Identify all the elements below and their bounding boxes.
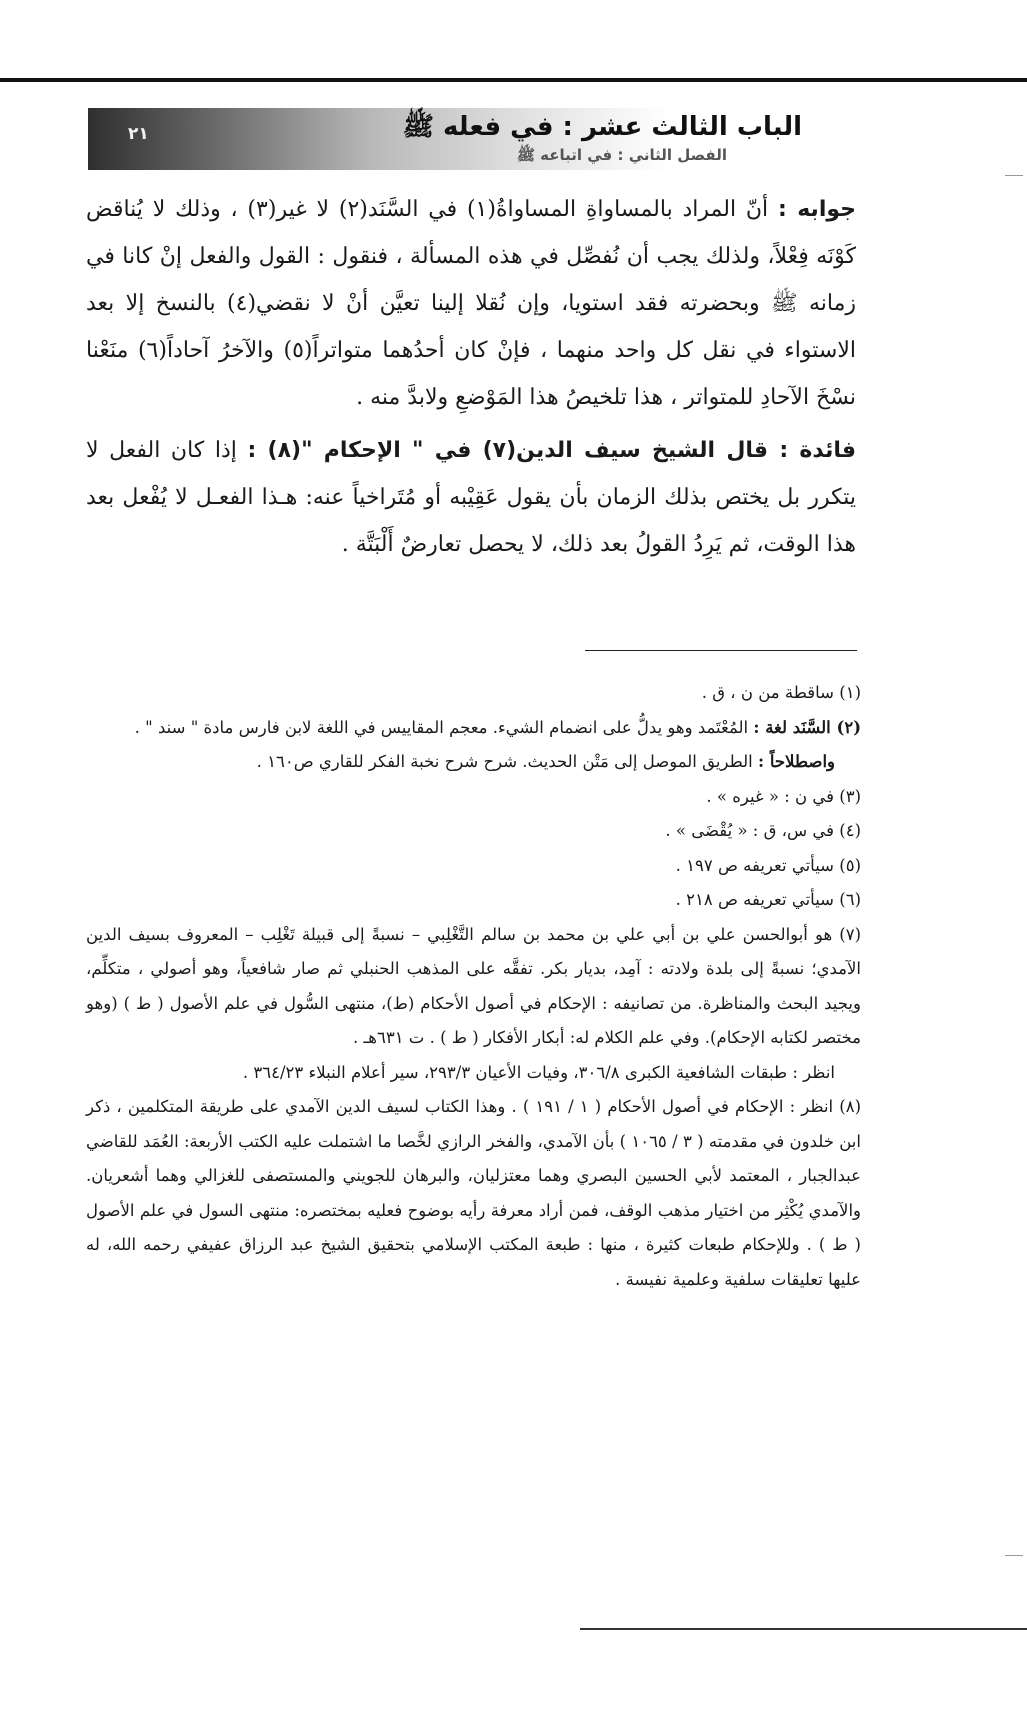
answer-lead: جوابه : — [777, 197, 857, 222]
section-subtitle: الفصل الثاني : في اتباعه ﷺ — [516, 146, 727, 164]
footnote-5: (٥) سيأتي تعريفه ص ١٩٧ . — [675, 855, 861, 875]
answer-body: أنّ المراد بالمساواةِ المساواةُ(١) في السَّنَد(٢) لا غير(٣) ، وذلك لا يُناقض كَوْنَه فِعْلاً، ولذلك يجب أن نُفصِّل في هذه المسألة ، فنقول : القول والفعل إنْ كانا في زمانه ﷺ وبحضرته فقد استويا، وإن نُقلا إلينا تعيَّن أنْ لا نقضي(٤) بالنسخ إلا بعد الاستواء في نقل كل واحد منهما ، فإنْ كان أحدُهما متواتراً(٥) والآخرُ آحاداً(٦) منَعْنا نسْخَ الآحادِ للمتواتر ، هذا تلخيصُ هذا المَوْضعِ ولابدَّ منه . — [86, 197, 856, 410]
scan-edge-mark — [1005, 1555, 1023, 1556]
footnote-6: (٦) سيأتي تعريفه ص ٢١٨ . — [675, 890, 861, 909]
benefit-body: إذا كان الفعل لا يتكرر بل يختص بذلك الزمان بأن يقول عَقِيْبه أو مُتَراخياً عنه: هـذا الفعـل لا يُفْعل بعد هذا الوقت، ثم يَرِدُ القولُ بعد ذلك، لا يحصل تعارضٌ أَلْبَتَّة . — [86, 438, 856, 557]
footnote-8: (٨) انظر : الإحكام في أصول الأحكام ( ١ / ١٩١ ) . وهذا الكتاب لسيف الدين الآمدي على طريقة المتكلمين ، ذكر ابن خلدون في مقدمته ( ٣ / ١٠٦٥ ) بأن الآمدي، والفخر الرازي لخَّصا ما اشتملت عليه الكتب الأربعة: العُمَد للقاضي عبدالجبار ، المعتمد لأبي الحسين البصري وهما معتزليان، والبرهان للجويني والمستصفى للغزالي وهما أشعريان. والآمدي يُكْثِر من اختيار مذهب الوقف، فمن أراد معرفة رأيه بوضوح فعليه بمختصره: منتهى السول في علم الأصول ( ط ) . وللإحكام طبعات كثيرة ، منها : طبعة المكتب الإسلامي بتحقيق الشيخ عبد الرزاق عفيفي رحمه الله، له عليها تعليقات سلفية وعلمية نفيسة . — [86, 1097, 861, 1289]
footnote-7: (٧) هو أبوالحسن علي بن أبي علي بن محمد بن سالم التَّغْلِبي – نسبةً إلى قبيلة تَغْلِب – المعروف بسيف الدين الآمدي؛ نسبةً إلى بلدة ولادته : آمِد، بديار بكر. تفقَّه على المذهب الحنبلي ثم صار شافعياً، وهو أصولي ، متكلِّم، ويجيد البحث والمناظرة. من تصانيفه : الإحكام في أصول الأحكام (ط)، منتهى السُّول في علم الأصول ( ط ) (وهو مختصر لكتابه الإحكام). وفي علم الكلام له: أبكار الأفكار ( ط ) . ت ٦٣١هـ . — [86, 924, 861, 1047]
footnote-2-body: المُعْتَمد وهو يدلُّ على انضمام الشيء. معجم المقاييس في اللغة لابن فارس مادة " سند " . — [134, 717, 754, 737]
footnote-1: (١) ساقطة من ن ، ق . — [701, 683, 861, 702]
footnote-2-continuation — [86, 745, 861, 780]
main-text — [86, 186, 856, 568]
footnote-3: (٣) في ن : « غيره » . — [706, 786, 861, 806]
page-number: ٢١ — [128, 124, 149, 144]
footnote-2 — [86, 711, 861, 746]
footnote-2b-lead: واصطلاحاً : — [757, 752, 835, 771]
answer-paragraph — [86, 186, 856, 421]
scan-edge-mark — [1005, 175, 1023, 176]
footnote-2b-body: الطريق الموصل إلى مَتْن الحديث. شرح شرح نخبة الفكر للقاري ص١٦٠ . — [256, 752, 758, 771]
bottom-rule — [580, 1628, 1027, 1630]
chapter-title: الباب الثالث عشر : في فعله ﷺ — [402, 112, 802, 142]
top-rule — [0, 78, 1027, 82]
footnote-separator — [585, 650, 857, 651]
footnote-7-sources: انظر : طبقات الشافعية الكبرى ٣٠٦/٨، وفيات الأعيان ٢٩٣/٣، سير أعلام النبلاء ٣٦٤/٢٣ . — [242, 1062, 835, 1082]
footnote-4: (٤) في س، ق : « يُقْضَى » . — [665, 821, 861, 840]
footnotes — [86, 676, 861, 1297]
footnote-2-lead: (٢) السَّنَد لغة : — [753, 717, 861, 737]
benefit-lead: فائدة : قال الشيخ سيف الدين(٧) في " الإحكام "(٨) : — [247, 438, 857, 463]
benefit-paragraph — [86, 427, 856, 568]
